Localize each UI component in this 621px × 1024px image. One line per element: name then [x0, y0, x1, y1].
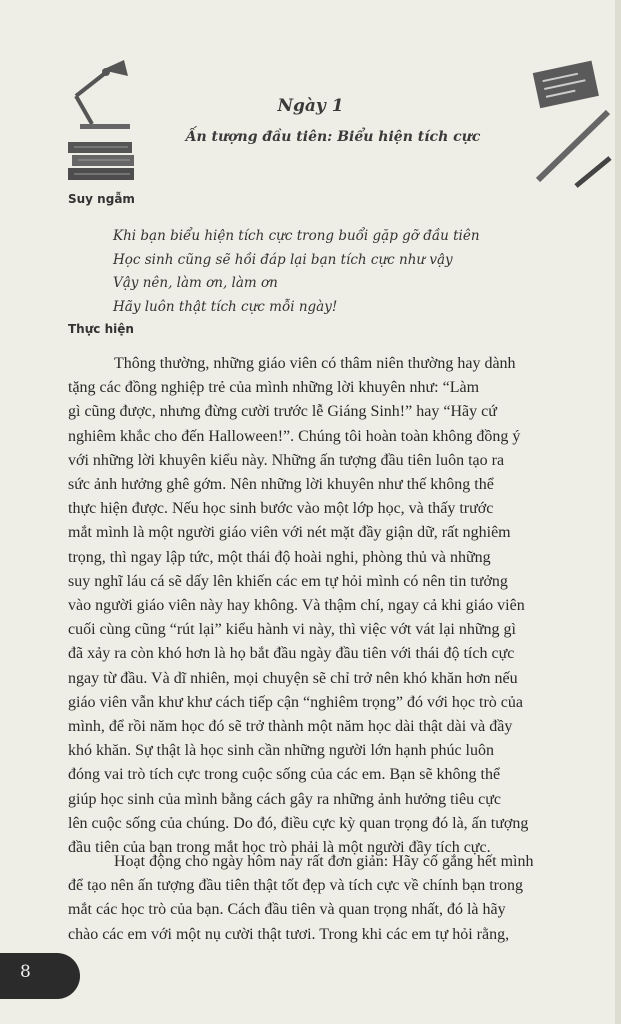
text-line: vào người giáo viên này hay không. Và thậm chí, ngay cả khi giáo viên — [68, 597, 525, 615]
text-line: mình, để rồi năm học đó sẽ trở thành một năm học dài thật dài và đầy — [68, 718, 513, 736]
page-number-tab — [0, 953, 80, 999]
text-line: mắt mình là một người giáo viên với nét mặt đầy giận dữ, rất nghiêm — [68, 524, 511, 542]
text-line: Thông thường, những giáo viên có thâm niên thường hay dành — [114, 355, 516, 372]
poem-line: Học sinh cũng sẽ hồi đáp lại bạn tích cực như vậy — [113, 251, 453, 268]
text-line: để tạo nên ấn tượng đầu tiên thật tốt đẹp và tích cực về chính bạn trong — [68, 877, 523, 895]
text-line: giáo viên vẫn khư khư cách tiếp cận “nghiêm trọng” đó với học trò của — [68, 693, 523, 711]
reflection-heading: Suy ngẫm — [68, 192, 135, 206]
text-line: ngay từ đầu. Và dĩ nhiên, mọi chuyện sẽ chỉ trở nên khó khăn hơn nếu — [68, 669, 518, 687]
text-line: cuối cùng cũng “rút lại” kiểu hành vi này, thì việc vớt vát lại những gì — [68, 621, 516, 639]
text-line: trọng, thì ngay lập tức, một thái độ hoài nghi, phòng thủ và những — [68, 548, 491, 566]
page-number: 8 — [20, 962, 31, 982]
text-line: thực hiện được. Nếu học sinh bước vào một lớp học, và thấy trước — [68, 500, 494, 518]
practice-heading: Thực hiện — [68, 322, 134, 336]
text-line: suy nghĩ láu cá sẽ dấy lên khiến các em tự hỏi mình có nên tin tưởng — [68, 572, 508, 590]
text-line: đã xảy ra còn khó hơn là họ bắt đầu ngày đầu tiên với thái độ tích cực — [68, 645, 515, 663]
text-line: tặng các đồng nghiệp trẻ của mình những lời khuyên như: “Làm — [68, 379, 480, 397]
pencil-icon — [528, 104, 618, 194]
text-line: gì cũng được, nhưng đừng cười trước lễ Giáng Sinh!” hay “Hãy cứ — [68, 403, 497, 421]
text-line: chào các em với một nụ cười thật tươi. Trong khi các em tự hỏi rằng, — [68, 925, 510, 943]
paragraph-2 — [68, 850, 609, 947]
text-line: mắt các học trò của bạn. Cách đầu tiên và quan trọng nhất, đó là hãy — [68, 901, 506, 919]
text-line: sức ảnh hưởng ghê gớm. Nên những lời khuyên như thế không thể — [68, 476, 494, 494]
text-line: đóng vai trò tích cực trong cuộc sống của các em. Bạn sẽ không thể — [68, 766, 501, 784]
text-line: nghiêm khắc cho đến Halloween!”. Chúng tôi hoàn toàn không đồng ý — [68, 427, 521, 445]
text-line: lên cuộc sống của chúng. Do đó, điều cực kỳ quan trọng đó là, ấn tượng — [68, 814, 529, 832]
chapter-subtitle: Ấn tượng đầu tiên: Biểu hiện tích cực — [185, 129, 481, 145]
poem-line: Vậy nên, làm ơn, làm ơn — [113, 275, 278, 291]
text-line: giúp học sinh của mình bằng cách gây ra những ảnh hưởng tiêu cực — [68, 790, 502, 808]
book-stack-icon — [68, 140, 138, 182]
text-line: khó khăn. Sự thật là học sinh cần những người lớn hạnh phúc luôn — [68, 742, 494, 760]
text-line: với những lời khuyên kiểu này. Những ấn tượng đầu tiên luôn tạo ra — [68, 451, 505, 469]
poem-line: Hãy luôn thật tích cực mỗi ngày! — [113, 298, 338, 315]
text-line: Hoạt động cho ngày hôm nay rất đơn giản: Hãy cố gắng hết mình — [114, 853, 534, 870]
day-title: Ngày 1 — [277, 96, 344, 116]
text-line: đầu tiên của bạn trong mắt học trò phải là một người đầy tích cực. — [68, 839, 491, 857]
paragraph-1 — [68, 352, 609, 860]
reflection-poem — [113, 225, 480, 319]
poem-line: Khi bạn biểu hiện tích cực trong buổi gặp gỡ đầu tiên — [113, 228, 480, 244]
